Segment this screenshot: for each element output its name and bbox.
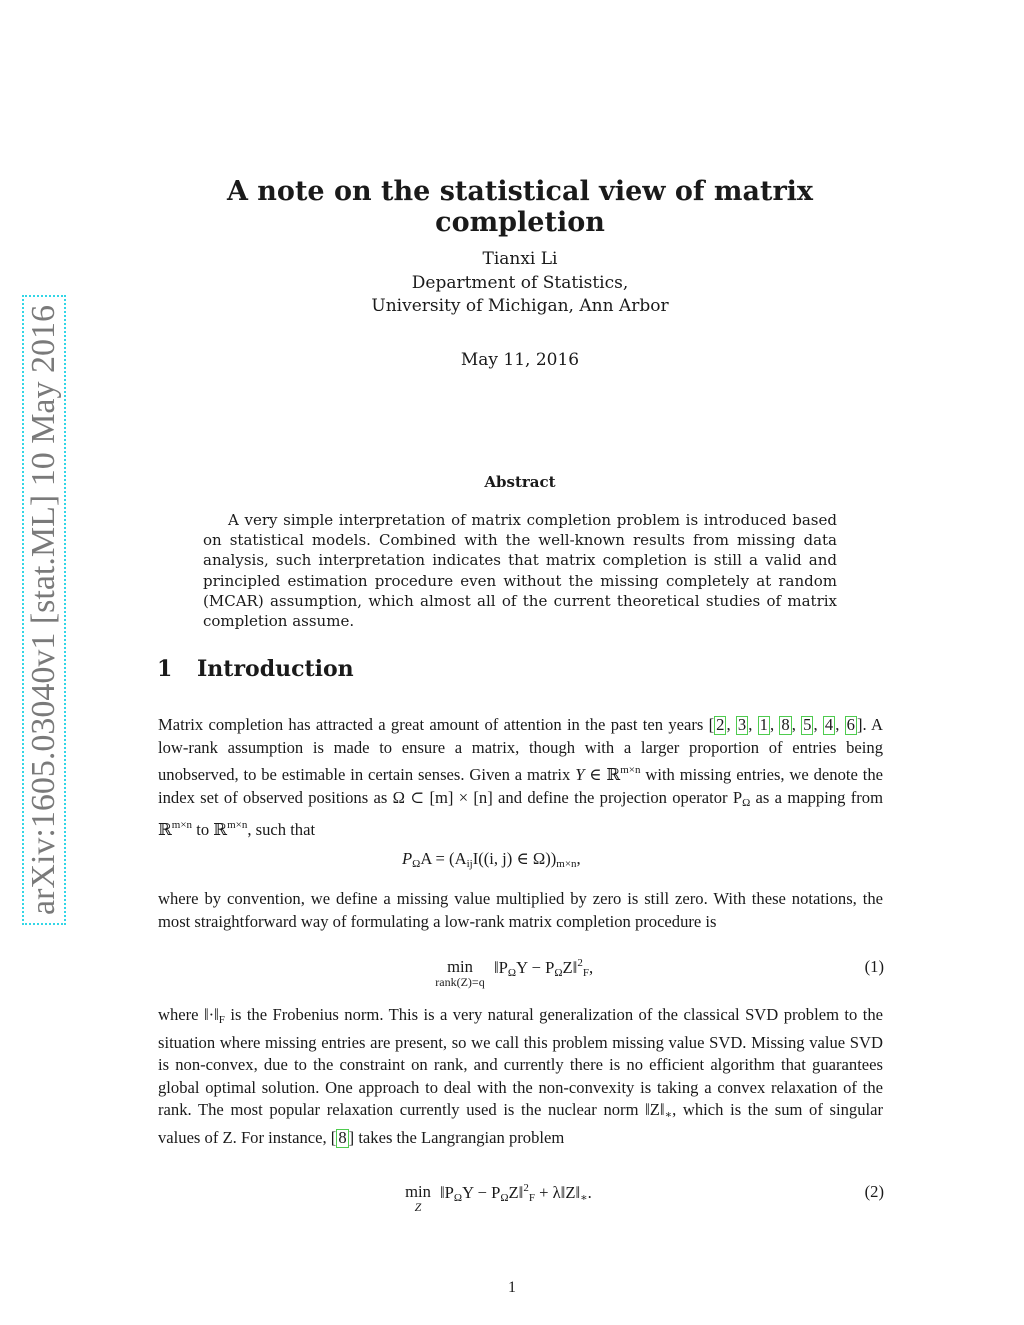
text-run: where ‖·‖ — [158, 1005, 219, 1024]
text-run: ]. A low-rank assumption is made to ensure a matrix, though with a larger proportion of entries being unobserved, to be estimable in certain senses. Given a matrix — [158, 715, 884, 785]
author-department: Department of Statistics, — [411, 273, 629, 293]
text-run: to ℝ — [192, 820, 228, 840]
paper-title: A note on the statistical view of matrix completion — [226, 176, 814, 238]
equation-projection: $P_\Omega A = (A_{ij}I((i$, j) ∈ $\Omega))_{m\times n}$, — [402, 849, 581, 870]
eq-text: ‖P — [494, 958, 508, 977]
citation-link[interactable]: 8 — [338, 1127, 347, 1147]
equation-2-body — [440, 1182, 592, 1204]
section-title: Introduction — [197, 656, 354, 682]
text-run: ] takes the Langrangian problem — [348, 1127, 565, 1147]
min-operator: min — [405, 1182, 431, 1201]
subscript: Ω — [500, 1192, 509, 1204]
citation-link[interactable]: 2 — [716, 715, 725, 734]
subscript: Ω — [453, 1192, 463, 1204]
abstract-text: A very simple interpretation of matrix completion problem is introduced based on statistical models. Combined with the well-known results from missing data analysis, such interpretation indicates that matrix completion is still a valid and principled estimation procedure even without the missing completely at random (MCAR) assumption, which almost all of the current theoretical studies of matrix completion assume. — [203, 511, 837, 631]
text-run: , which is the sum of singular values of Z. For instance, [ — [158, 1100, 883, 1147]
text-run: Matrix completion has attracted a great amount of attention in the past ten years [ — [158, 715, 715, 734]
text-run: is the Frobenius norm. This is a very natural generalization of the classical SVD problem to the situation where missing entries are present, so we call this problem missing value SVD. Missing value SVD is non-convex, due to the constraint on rank, and currently there is no efficient algorithm that guarantees global optimal solution. One approach to deal with the non-convexity is taking a convex relaxation of the rank. The most popular relaxation currently used is the nuclear norm ‖Z‖ — [158, 1005, 883, 1120]
intro-paragraph-2: where by convention, we define a missing value multiplied by zero is still zero. With these notations, the most straightforward way of formulating a low-rank matrix completion procedure is — [158, 889, 883, 931]
paper-date: May 11, 2016 — [460, 350, 580, 370]
text-run: as a mapping from ℝ — [158, 787, 883, 840]
subscript: F — [218, 1014, 225, 1026]
eq-text: A = (A — [420, 849, 467, 868]
arxiv-id-text: arXiv:1605.03040v1 [stat.ML] 10 May 2016 — [25, 304, 62, 916]
eq-text: Y − P — [516, 958, 555, 977]
superscript: m×n — [227, 819, 248, 832]
eq-text: Z‖ — [508, 1183, 524, 1202]
superscript: m×n — [171, 819, 193, 832]
eq-symbol: P — [402, 849, 413, 868]
citation-link[interactable]: 3 — [737, 715, 747, 734]
superscript: 2 — [523, 1182, 529, 1194]
min-operator: min — [447, 957, 473, 976]
intro-paragraph-3 — [158, 1004, 883, 1150]
eq-text: , — [588, 958, 594, 977]
subscript: m×n — [556, 858, 577, 870]
intro-paragraph-1: Matrix completion has attracted a great amount of attention in the past ten years [ 2 , 3 , 1 , 8 , 5 , 4 , 6 ]. A low-rank assumption is made to ensure a matrix, though with a larger proportion of entries being unobserved, to be estimable in certain senses. Given a matrix Y ∈ ℝ$^{m\times n}$ with missing entries, we denote the index set of observed positions as Ω ⊂ [m] × [n] and define the projection operator $P_\Omega$ as a mapping from ℝ$^{m\times n}$ to ℝ$^{m\times n}$, such that — [158, 715, 884, 840]
eq-text: + λ‖Z‖ — [534, 1183, 581, 1202]
superscript: m×n — [620, 764, 641, 777]
abstract-heading: Abstract — [484, 473, 556, 491]
section-heading — [157, 656, 354, 682]
eq-text: ‖P — [440, 1183, 454, 1202]
eq-text: I((i, j) ∈ Ω)) — [472, 849, 557, 868]
author-name: Tianxi Li — [482, 249, 558, 269]
author-university: University of Michigan, Ann Arbor — [371, 296, 669, 316]
subscript: F — [528, 1192, 535, 1204]
citation-link[interactable]: 1 — [759, 715, 768, 734]
subscript: Ω — [507, 967, 517, 979]
citation-link[interactable]: 8 — [781, 715, 790, 734]
text-run: with missing entries, we denote the index set of observed positions as Ω ⊂ [m] × [n] and define the projection operator P — [158, 765, 883, 807]
equation-1-number: (1) — [864, 957, 884, 976]
equation-1-min — [420, 957, 500, 990]
subscript: ij — [466, 858, 473, 870]
min-variable: Z — [414, 1200, 422, 1214]
equation-2-number: (2) — [864, 1182, 884, 1201]
min-constraint: rank(Z)=q — [435, 975, 485, 989]
eq-text: Z‖ — [562, 958, 578, 977]
citation-link[interactable]: 4 — [824, 715, 834, 734]
text-run: , such that — [247, 820, 316, 840]
arxiv-identifier-stamp[interactable] — [22, 295, 66, 925]
equation-1-body — [494, 957, 593, 979]
citation-link[interactable]: 6 — [846, 715, 855, 734]
subscript: Ω — [554, 967, 563, 979]
citation-link[interactable]: 5 — [803, 715, 812, 734]
subscript: ∗ — [664, 1109, 673, 1122]
equation-2-min — [398, 1182, 438, 1215]
subscript: F — [582, 967, 589, 979]
section-number: 1 — [157, 656, 173, 682]
superscript: 2 — [577, 957, 583, 969]
eq-text: . — [587, 1183, 592, 1202]
subscript: ∗ — [580, 1192, 588, 1204]
subscript: Ω — [412, 858, 421, 870]
subscript: Ω — [742, 796, 751, 809]
page-number: 1 — [508, 1279, 516, 1296]
eq-text: Y − P — [462, 1183, 501, 1202]
